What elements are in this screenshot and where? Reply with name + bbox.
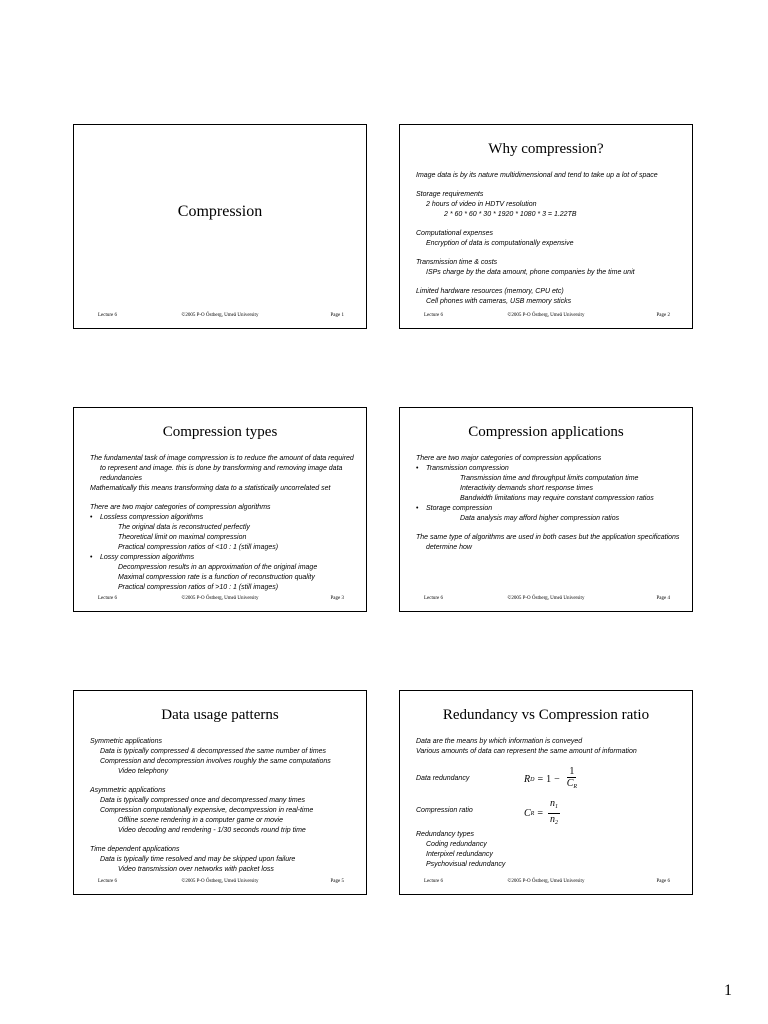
text-line: Coding redundancy [426,841,487,848]
text-line: Interpixel redundancy [426,851,493,858]
text-line: Asymmetric applications [90,787,166,794]
text-line: Transmission time & costs [416,259,498,266]
text-line: The fundamental task of image compression is to reduce the amount of data required to represent and image. this is done by transforming and removing image data redundancies [90,455,354,482]
eq-subscript: R [530,810,535,817]
slide-title: Redundancy vs Compression ratio [442,707,650,723]
bullet-item: • Lossless compression algorithms [90,513,358,523]
footer-lecture: Lecture 6 [98,596,118,601]
equation-label: Data redundancy [416,775,470,782]
eq-operator: = [537,807,543,819]
footer-copyright: ©2005 P-O Östberg, Umeå University [181,313,259,318]
text-line: Decompression results in an approximation of the original image [118,564,318,571]
eq-symbol: C [524,807,531,819]
footer-copyright: ©2005 P-O Östberg, Umeå University [507,596,585,601]
slide-footer [74,879,366,887]
slide-3 [73,407,367,612]
text-line: Offline scene rendering in a computer game or movie [118,817,283,824]
eq-denominator [548,814,560,829]
footer-page: Page 4 [656,596,670,601]
text-line: ISPs charge by the data amount, phone companies by the time unit [426,269,635,276]
text-line: Cell phones with cameras, USB memory sticks [426,298,572,305]
text-line: Storage requirements [416,191,484,198]
text-line: Computational expenses [416,230,494,237]
text-line: Practical compression ratios of <10 : 1 (still images) [118,544,279,551]
slide-title: Compression [177,203,263,220]
text-line: Compression computationally expensive, decompression in real-time [100,807,314,814]
eq-fraction [548,798,560,829]
text-line: Time dependent applications [90,846,180,853]
redundancy-equation [524,766,579,793]
text-line: There are two major categories of compression algorithms [90,504,271,511]
eq-symbol: R [524,773,531,785]
footer-page: Page 5 [330,879,344,884]
eq-subscript: R [573,784,578,790]
text-line: Data are the means by which information is conveyed [416,738,583,745]
slide-title: Compression types [162,424,278,440]
slide-footer [74,596,366,604]
text-line: The original data is reconstructed perfectly [118,524,250,531]
slide-body [416,737,684,870]
text-line: Mathematically this means transforming data to a statistically uncorrelated set [90,485,331,492]
slide-4 [399,407,693,612]
eq-operator: − [554,773,560,785]
eq-numerator [548,798,560,814]
slide-2 [399,124,693,329]
eq-denominator [565,778,579,793]
text-line: Redundancy types [416,831,474,838]
footer-lecture: Lecture 6 [424,313,444,318]
slide-title: Compression applications [468,424,624,440]
slide-footer [400,879,692,887]
eq-symbol: n [549,814,555,825]
slide-6 [399,690,693,895]
eq-subscript: 1 [554,804,558,810]
slide-body [90,737,358,875]
slide-footer [400,596,692,604]
equation-row-redundancy [416,766,684,792]
eq-operator: = [537,773,544,785]
footer-page: Page 2 [656,313,670,318]
eq-symbol: 1 [546,773,552,785]
slide-1 [73,124,367,329]
text-line: Various amounts of data can represent the same amount of information [416,748,637,755]
footer-lecture: Lecture 6 [98,313,118,318]
text-line: Practical compression ratios of >10 : 1 (still images) [118,584,279,591]
eq-symbol: n [549,798,555,809]
text-line: 2 * 60 * 60 * 30 * 1920 * 1080 * 3 = 1.22TB [444,211,577,218]
text-line: Data analysis may afford higher compression ratios [460,515,620,522]
bullet-item: • Storage compression [416,504,684,514]
text-line: Limited hardware resources (memory, CPU etc) [416,288,564,295]
footer-lecture: Lecture 6 [424,596,444,601]
text-line: Bandwidth limitations may require constant compression ratios [460,495,654,502]
slide-body [416,171,684,307]
eq-subscript: 2 [554,820,558,826]
text-line: Video telephony [118,768,169,775]
text-line: Video decoding and rendering - 1/30 seconds round trip time [118,827,306,834]
compression-ratio-equation [524,798,560,829]
slide-title: Data usage patterns [161,707,279,723]
slide-footer [400,313,692,321]
eq-subscript: D [530,776,535,783]
eq-fraction [565,766,579,793]
footer-page: Page 1 [330,313,344,318]
footer-copyright: ©2005 P-O Östberg, Umeå University [181,879,259,884]
footer-lecture: Lecture 6 [424,879,444,884]
slide-title: Why compression? [488,141,604,157]
footer-lecture: Lecture 6 [98,879,118,884]
text-line: Transmission time and throughput limits computation time [460,475,639,482]
footer-page: Page 3 [330,596,344,601]
slide-footer [74,313,366,321]
text-line: Interactivity demands short response times [460,485,594,492]
text-line: Data is typically compressed once and decompressed many times [100,797,306,804]
page-number: 1 [724,982,732,999]
footer-page: Page 6 [656,879,670,884]
bullet-item: • Lossy compression algorithms [90,553,358,563]
footer-copyright: ©2005 P-O Östberg, Umeå University [181,596,259,601]
text-line: Data is typically time resolved and may be skipped upon failure [100,856,296,863]
equation-row-compression [416,798,684,824]
eq-symbol: C [566,778,574,789]
footer-copyright: ©2005 P-O Östberg, Umeå University [507,313,585,318]
text-line: Maximal compression rate is a function of reconstruction quality [118,574,315,581]
text-line: The same type of algorithms are used in both cases but the application specifications determine how [416,534,680,551]
text-line: Theoretical limit on maximal compression [118,534,247,541]
text-line: Psychovisual redundancy [426,861,506,868]
bullet-item: • Transmission compression [416,464,684,474]
text-line: Data is typically compressed & decompressed the same number of times [100,748,327,755]
slide-body [416,454,684,553]
text-line: Image data is by its nature multidimensional and tend to take up a lot of space [416,172,658,179]
text-line: Video transmission over networks with packet loss [118,866,274,873]
eq-numerator: 1 [569,766,575,777]
text-line: Compression and decompression involves roughly the same computations [100,758,331,765]
text-line: There are two major categories of compression applications [416,455,602,462]
text-line: Encryption of data is computationally expensive [426,240,574,247]
slide-5 [73,690,367,895]
slide-body [90,454,358,593]
text-line: Symmetric applications [90,738,162,745]
text-line: 2 hours of video in HDTV resolution [426,201,537,208]
equation-label: Compression ratio [416,807,473,814]
footer-copyright: ©2005 P-O Östberg, Umeå University [507,879,585,884]
